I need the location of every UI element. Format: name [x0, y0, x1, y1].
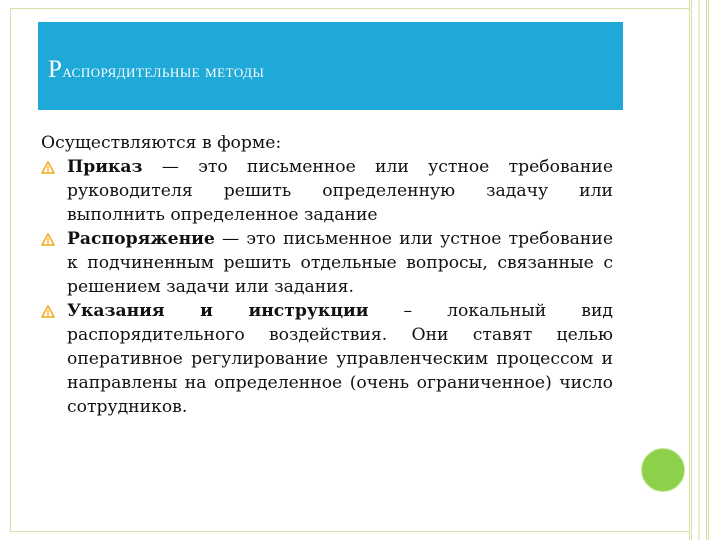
bullet-term: Приказ [67, 157, 143, 177]
title-first-letter: Р [48, 56, 63, 83]
bullet-term: Указания и инструкции [67, 301, 369, 321]
decorative-rail [706, 0, 709, 540]
triangle-leaf-icon [41, 305, 55, 319]
bullet-item [41, 227, 613, 299]
bullet-item [41, 155, 613, 227]
triangle-leaf-icon [41, 233, 55, 247]
bullet-list [41, 155, 613, 419]
decorative-rail [689, 0, 692, 540]
bullet-item [41, 299, 613, 419]
title-rest: аспорядительные методы [62, 61, 265, 81]
decorative-rail [698, 0, 700, 540]
bullet-term: Распоряжение [67, 229, 215, 249]
slide-content [41, 131, 613, 419]
intro-text: Осуществляются в форме: [41, 133, 282, 153]
triangle-leaf-icon [41, 161, 55, 175]
bullet-text: — это письменное или устное требование к подчиненным решить отдельные вопросы, связанные с решением задачи или задания. [67, 229, 613, 297]
slide-title [48, 56, 264, 84]
bullet-text: – локальный вид распорядительного воздействия. Они ставят целью оперативное регулирование управленческим процессом и направлены на определенное (очень ограниченное) число сотрудников. [67, 301, 613, 417]
decorative-circle [641, 448, 685, 492]
bullet-text: — это письменное или устное требование руководителя решить определенную задачу или выполнить определенное задание [67, 157, 613, 225]
